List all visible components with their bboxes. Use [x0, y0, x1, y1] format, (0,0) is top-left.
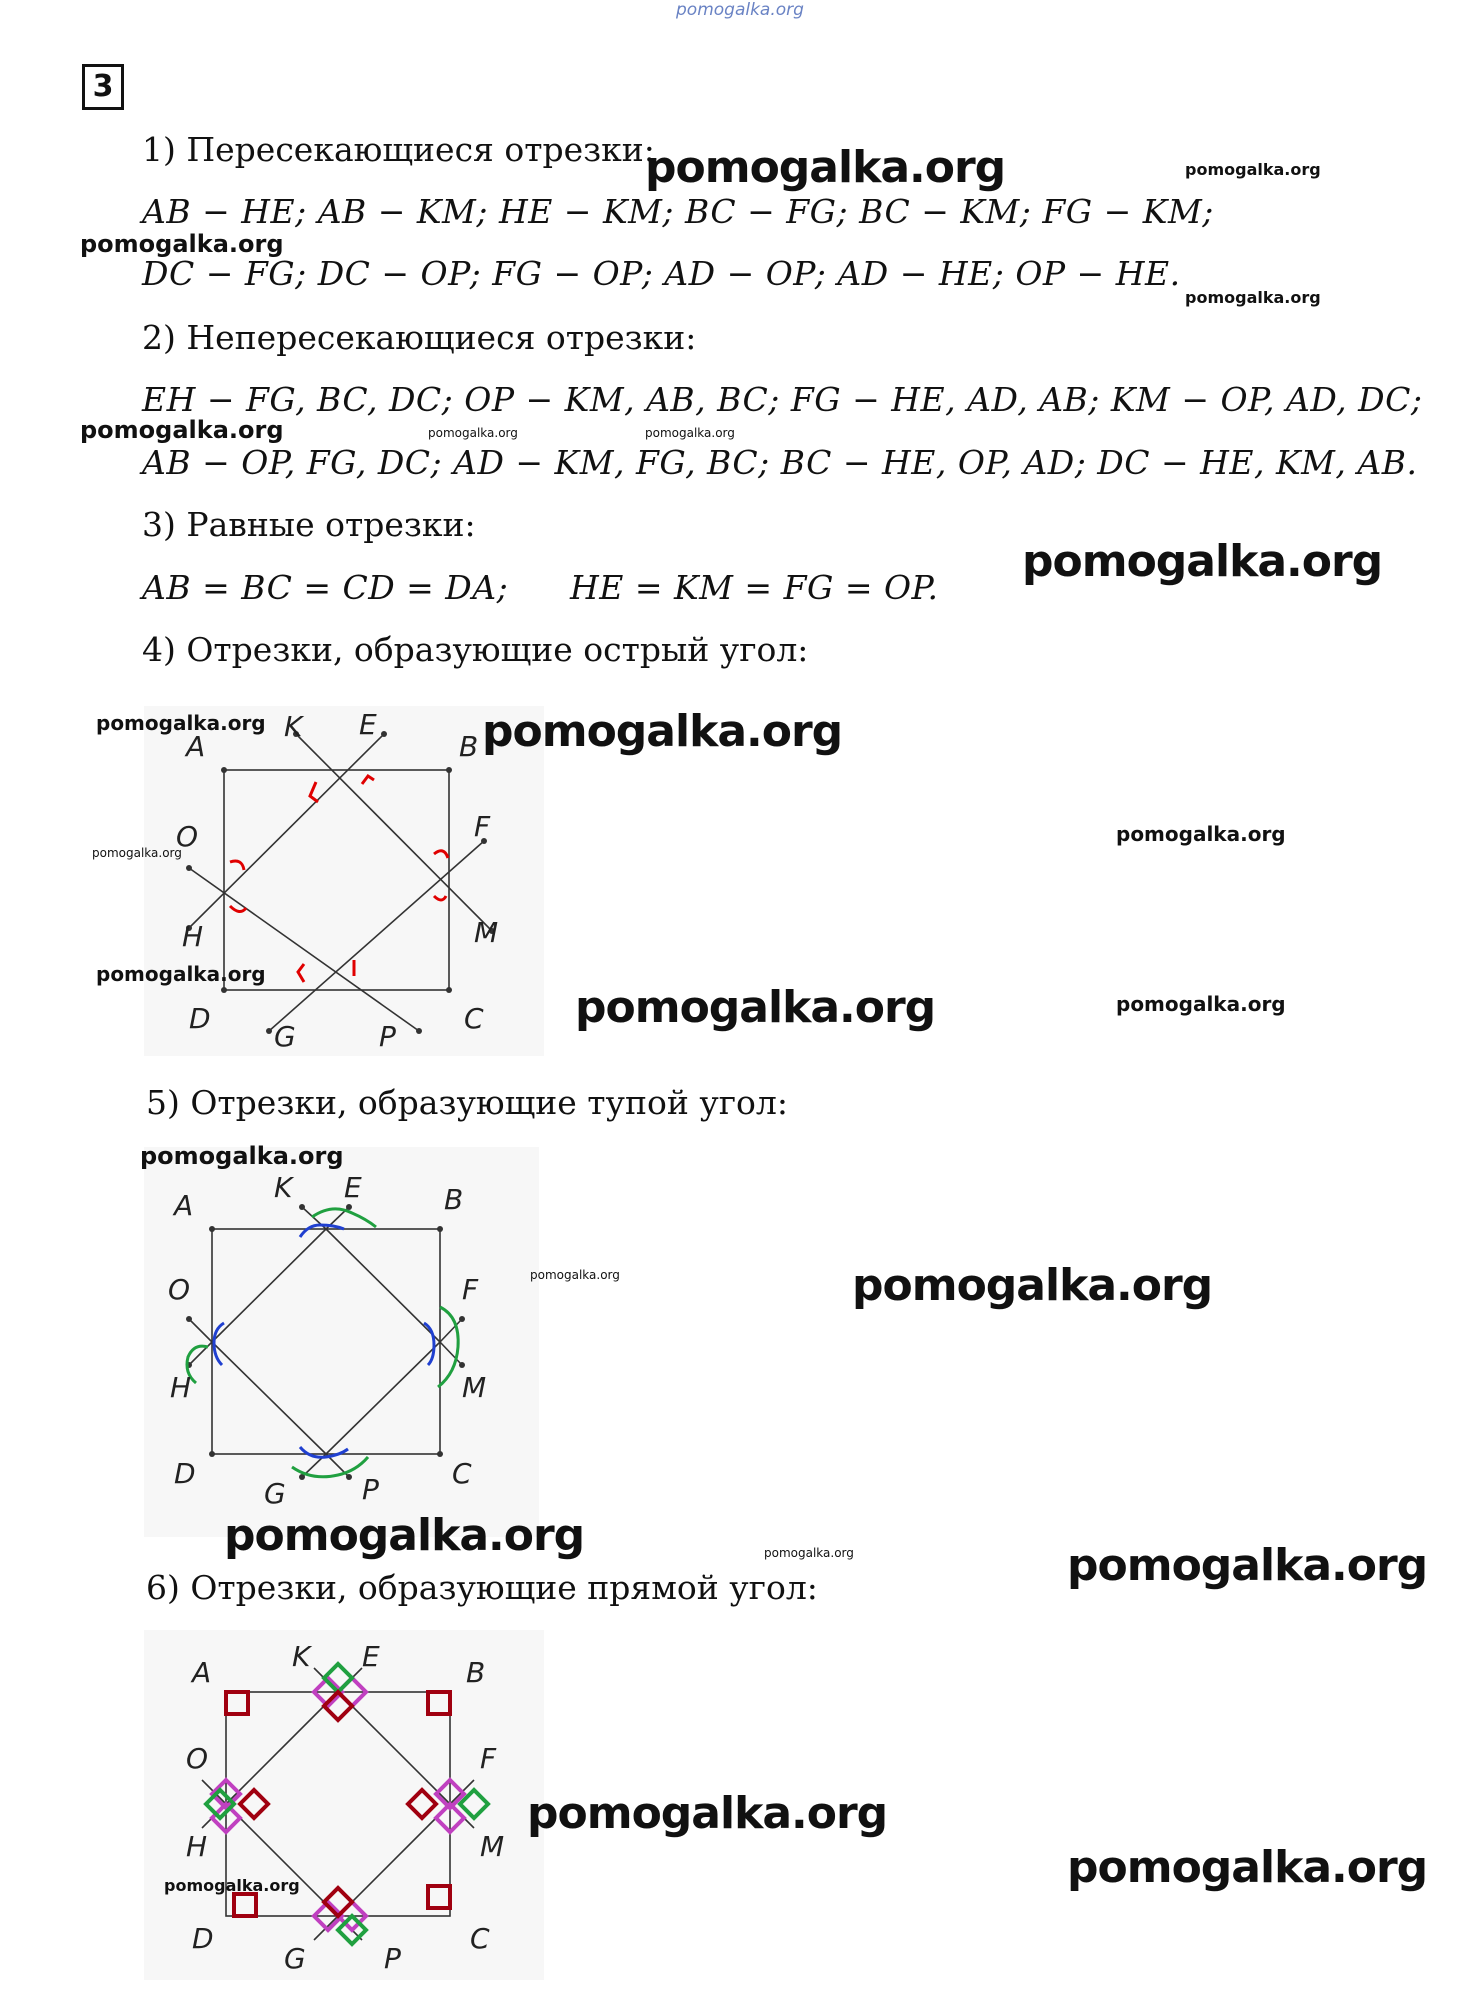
label-d: D [189, 1002, 211, 1035]
label-o: O [176, 820, 199, 853]
label-h: H [182, 920, 204, 953]
label-c: C [470, 1922, 490, 1955]
watermark-22: pomogalka.org [527, 1788, 888, 1839]
label-a: A [174, 1189, 194, 1222]
label-c: C [452, 1457, 472, 1490]
label-k: K [284, 710, 303, 743]
section1-line2: DC − FG; DC − OP; FG − OP; AD − OP; AD − HE; OP − HE. [142, 254, 1181, 293]
section2-header: 2) Непересекающиеся отрезки: [142, 318, 697, 357]
section3-line2: HE = KM = FG = OP. [570, 568, 939, 607]
watermark-7: pomogalka.org [645, 426, 735, 440]
section6-header: 6) Отрезки, образующие прямой угол: [146, 1568, 818, 1607]
label-k: K [292, 1640, 311, 1673]
watermark-5: pomogalka.org [80, 416, 284, 444]
watermark-17: pomogalka.org [530, 1268, 620, 1282]
label-h: H [186, 1830, 208, 1863]
watermark-20: pomogalka.org [764, 1546, 854, 1560]
label-b: B [466, 1656, 486, 1689]
section2-line2: AB − OP, FG, DC; AD − KM, FG, BC; BC − HE, OP, AD; DC − HE, KM, AB. [142, 443, 1418, 482]
watermark-3: pomogalka.org [80, 230, 284, 258]
watermark-2: pomogalka.org [1185, 160, 1321, 179]
section3-header: 3) Равные отрезки: [142, 505, 476, 544]
watermark-9: pomogalka.org [96, 711, 266, 735]
label-g: G [284, 1942, 306, 1975]
watermark-13: pomogalka.org [96, 962, 266, 986]
label-f: F [474, 810, 491, 843]
label-d: D [174, 1457, 196, 1490]
label-p: P [362, 1473, 379, 1506]
label-f: F [480, 1742, 497, 1775]
section4-header: 4) Отрезки, образующие острый угол: [142, 630, 809, 669]
label-o: O [168, 1273, 191, 1306]
label-f: F [462, 1273, 479, 1306]
label-a: A [192, 1656, 212, 1689]
watermark-16: pomogalka.org [140, 1142, 344, 1170]
label-m: M [462, 1371, 487, 1404]
figure-background [144, 1147, 539, 1537]
watermark-18: pomogalka.org [852, 1260, 1213, 1311]
label-b: B [444, 1183, 464, 1216]
watermark-11: pomogalka.org [92, 846, 182, 860]
watermark-4: pomogalka.org [1185, 288, 1321, 307]
watermark-12: pomogalka.org [1116, 822, 1286, 846]
label-e: E [362, 1640, 380, 1673]
label-o: O [186, 1742, 209, 1775]
label-d: D [192, 1922, 214, 1955]
watermark-24: pomogalka.org [164, 1876, 300, 1895]
watermark-14: pomogalka.org [575, 982, 936, 1033]
label-p: P [379, 1020, 396, 1053]
section3-line1: AB = BC = CD = DA; [142, 568, 509, 607]
label-a: A [186, 730, 206, 763]
watermark-6: pomogalka.org [428, 426, 518, 440]
watermark-1: pomogalka.org [645, 142, 1006, 193]
section1-header: 1) Пересекающиеся отрезки: [142, 130, 655, 169]
watermark-23: pomogalka.org [1067, 1842, 1428, 1893]
watermark-21: pomogalka.org [1067, 1540, 1428, 1591]
watermark-8: pomogalka.org [1022, 536, 1383, 587]
right-angle-figure [144, 1630, 544, 1980]
label-g: G [274, 1020, 296, 1053]
label-m: M [480, 1830, 505, 1863]
watermark-10: pomogalka.org [482, 706, 843, 757]
acute-angle-figure [144, 706, 544, 1056]
section5-header: 5) Отрезки, образующие тупой угол: [146, 1083, 788, 1122]
label-h: H [170, 1371, 192, 1404]
watermark-19: pomogalka.org [224, 1510, 585, 1561]
label-e: E [359, 708, 377, 741]
label-b: B [459, 730, 479, 763]
label-k: K [274, 1171, 293, 1204]
label-e: E [344, 1171, 362, 1204]
obtuse-angle-figure [144, 1147, 539, 1537]
watermark-top: pomogalka.org [676, 0, 804, 20]
task-number: 3 [82, 64, 124, 110]
section1-line1: AB − HE; AB − KM; HE − KM; BC − FG; BC − KM; FG − KM; [142, 192, 1214, 231]
section2-line1: EH − FG, BC, DC; OP − KM, AB, BC; FG − HE, AD, AB; KM − OP, AD, DC; [142, 380, 1423, 419]
label-m: M [474, 916, 499, 949]
label-c: C [464, 1002, 484, 1035]
watermark-15: pomogalka.org [1116, 992, 1286, 1016]
label-p: P [384, 1942, 401, 1975]
label-g: G [264, 1477, 286, 1510]
